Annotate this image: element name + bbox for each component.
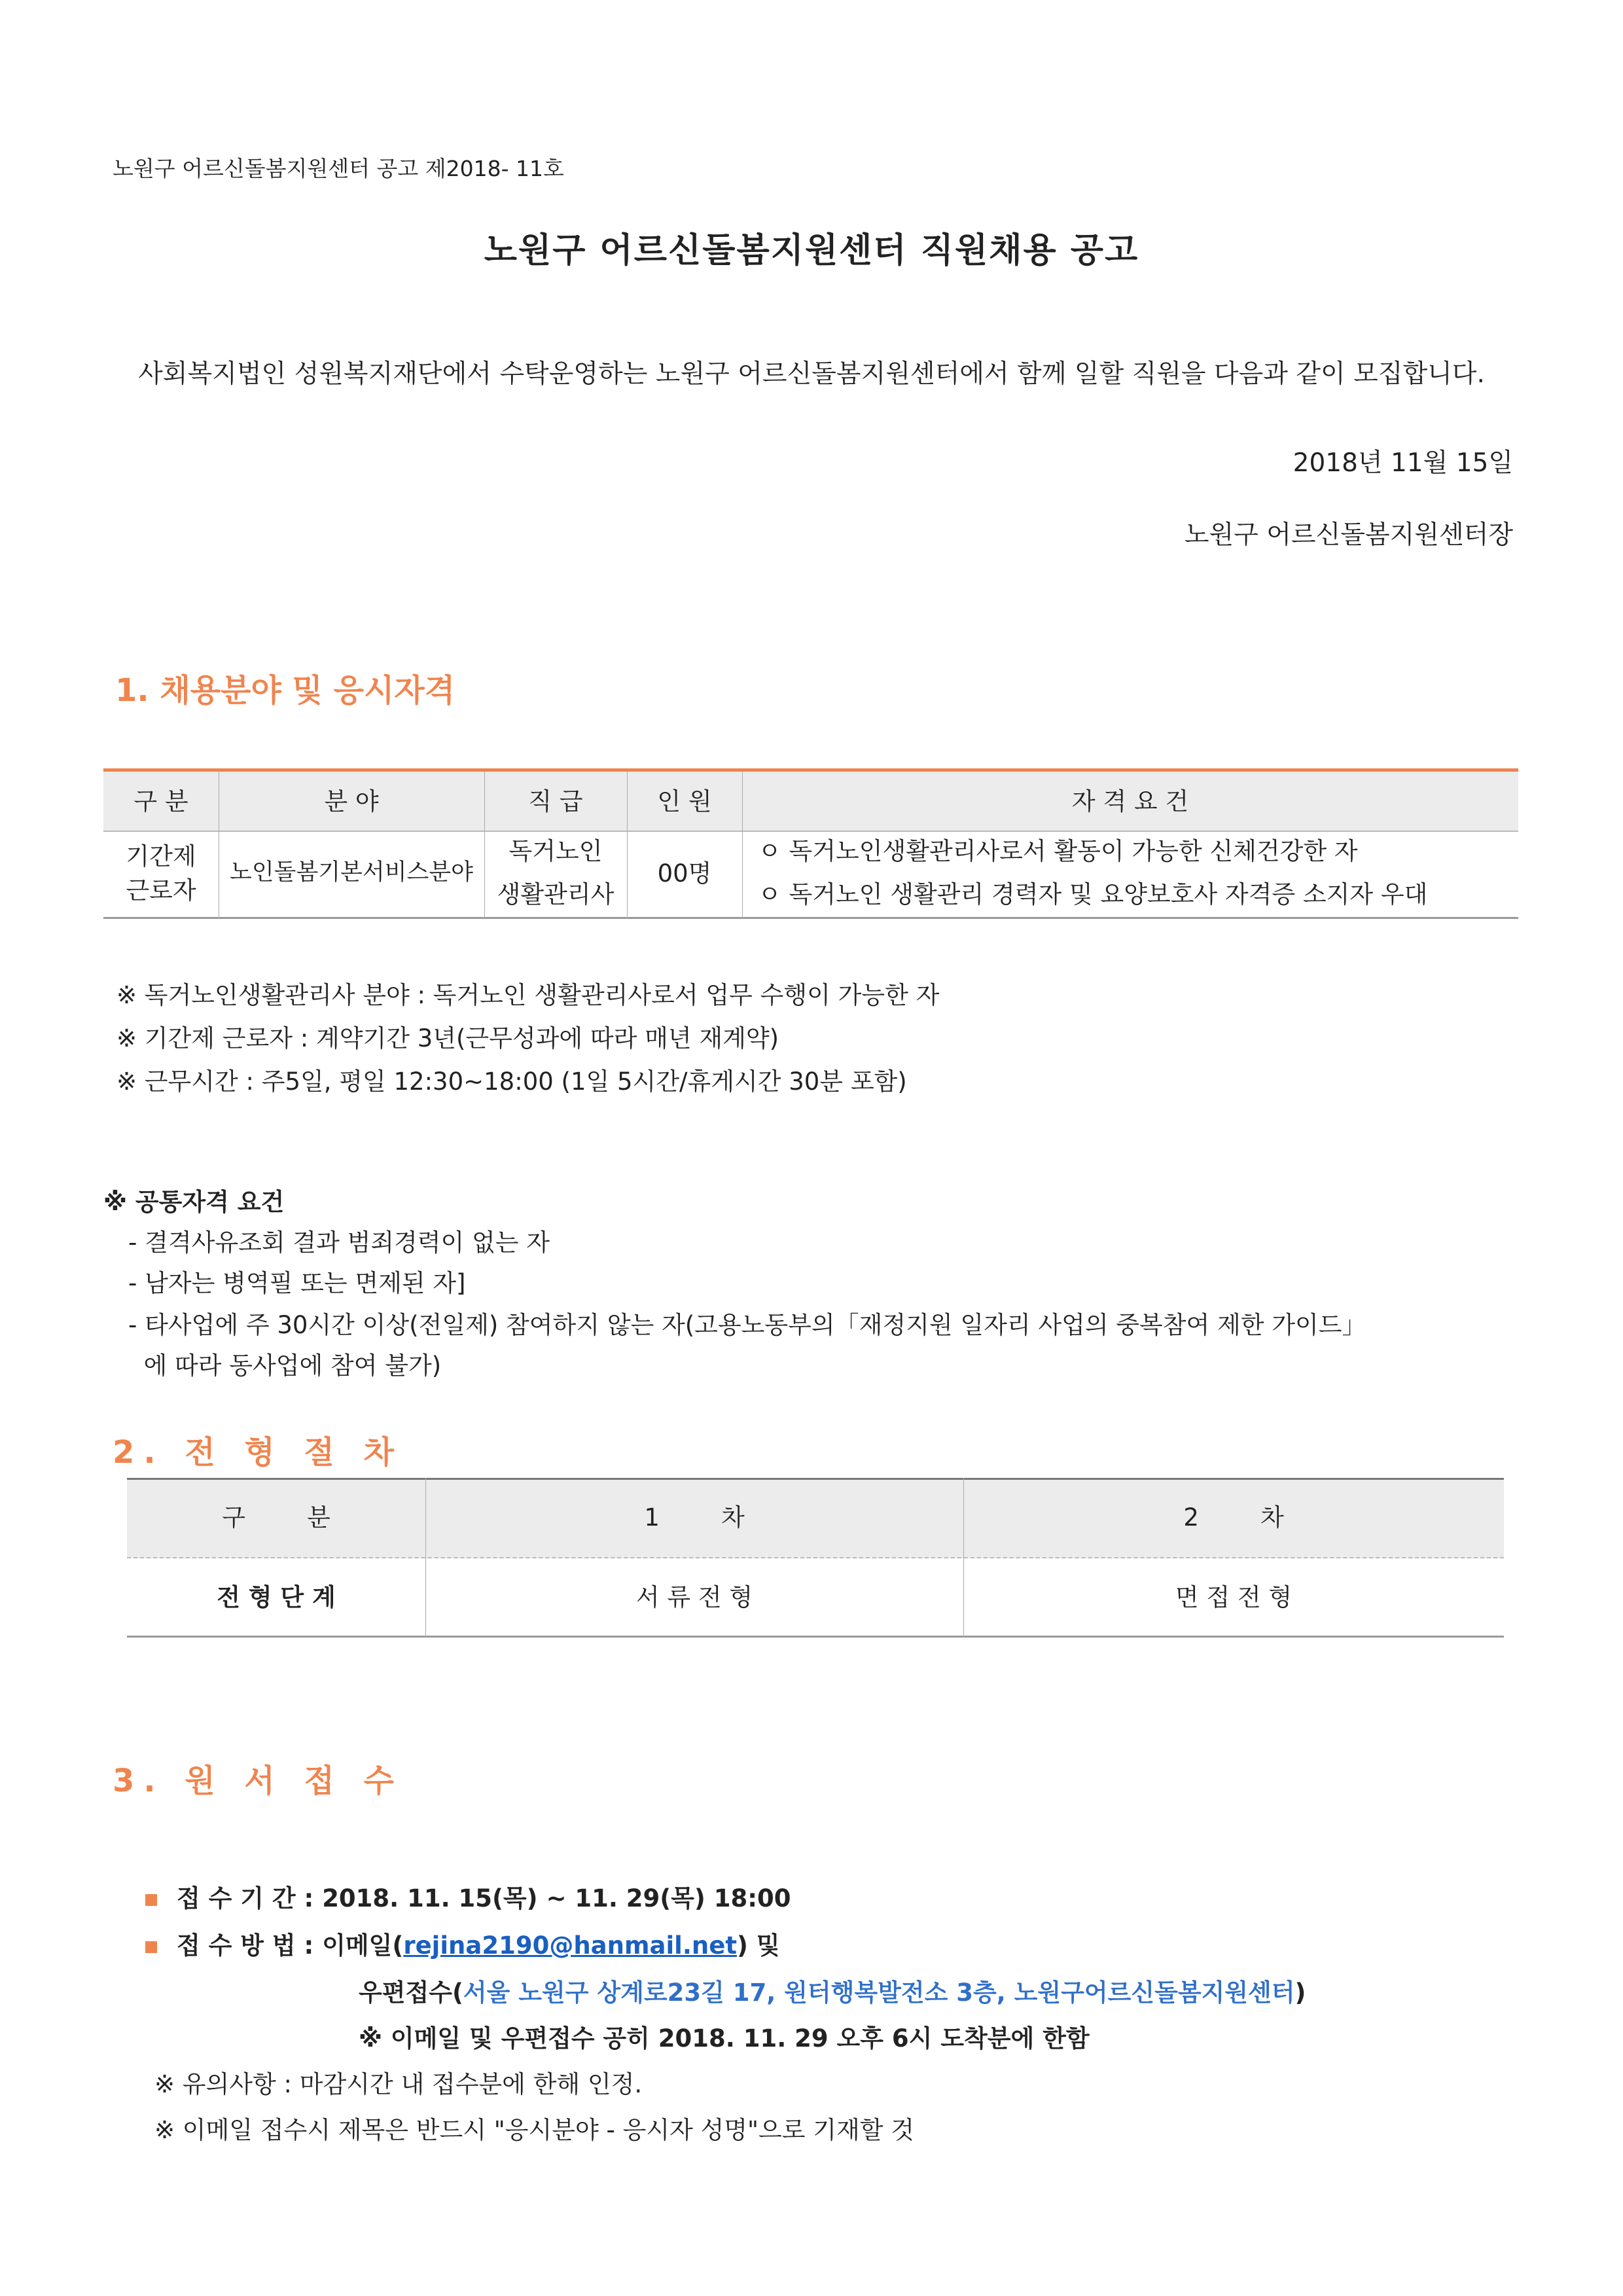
section-heading-application: 3. 원 서 접 수 xyxy=(113,1763,403,1799)
cell-stage-label: 전 형 단 계 xyxy=(217,1583,336,1611)
header-category: 구 분 xyxy=(134,787,188,816)
column-divider xyxy=(963,1478,964,1638)
cell-count: 00명 xyxy=(657,859,712,888)
header-count: 인 원 xyxy=(657,787,712,816)
cell-type-line2: 근로자 xyxy=(126,876,196,905)
square-bullet-icon xyxy=(145,1941,157,1953)
application-method xyxy=(145,1926,780,1961)
method-email-suffix: ) 및 xyxy=(737,1931,780,1960)
header-stage-2: 2 차 xyxy=(1183,1503,1284,1532)
section-heading-recruitment: 1. 채용분야 및 응시자격 xyxy=(115,672,455,709)
square-bullet-icon xyxy=(145,1894,157,1906)
caution-note: ※ 이메일 접수시 제목은 반드시 "응시분야 - 응시자 성명"으로 기재할 것 xyxy=(154,2116,915,2144)
note-hours: ※ 근무시간 : 주5일, 평일 12:30~18:00 (1일 5시간/휴게시간 30분 포함) xyxy=(116,1067,907,1096)
cell-type-line1: 기간제 xyxy=(126,842,196,870)
cell-document-screening: 서 류 전 형 xyxy=(635,1583,753,1611)
post-suffix: ) xyxy=(1294,1979,1306,2007)
cell-rank-line1: 독거노인 xyxy=(508,837,603,865)
intro-text: 사회복지법인 성원복지재단에서 수탁운영하는 노원구 어르신돌봄지원센터에서 함께 일할 직원을 다음과 같이 모집합니다. xyxy=(138,359,1485,389)
method-label: 접 수 방 법 : xyxy=(177,1931,314,1960)
note-contract: ※ 기간제 근로자 : 계약기간 3년(근무성과에 따라 매년 재계약) xyxy=(116,1024,779,1052)
post-prefix: 우편접수( xyxy=(359,1979,463,2007)
header-stage-1: 1 차 xyxy=(644,1503,745,1532)
method-email-prefix: 이메일( xyxy=(322,1931,404,1960)
announcement-date: 2018년 11월 15일 xyxy=(1293,448,1513,478)
common-requirement-item: - 남자는 병역필 또는 면제된 자] xyxy=(128,1269,466,1297)
caution-note: ※ 유의사항 : 마감시간 내 접수분에 한해 인정. xyxy=(154,2070,643,2098)
recruitment-table xyxy=(103,768,1518,919)
page-title: 노원구 어르신돌봄지원센터 직원채용 공고 xyxy=(484,231,1139,270)
period-label: 접 수 기 간 : xyxy=(177,1884,314,1912)
process-table xyxy=(127,1478,1504,1638)
email-link[interactable]: rejina2190@hanmail.net xyxy=(403,1931,738,1960)
cell-interview: 면 접 전 형 xyxy=(1175,1583,1293,1611)
cell-requirement-2: ㅇ 독거노인 생활관리 경력자 및 요양보호사 자격증 소지자 우대 xyxy=(758,880,1428,908)
header-rank: 직 급 xyxy=(528,787,583,816)
signer: 노원구 어르신돌봄지원센터장 xyxy=(1184,520,1513,550)
common-requirements-title: ※ 공통자격 요건 xyxy=(103,1188,285,1216)
common-requirement-item: - 결격사유조회 결과 범죄경력이 없는 자 xyxy=(128,1229,550,1257)
note-role: ※ 독거노인생활관리사 분야 : 독거노인 생활관리사로서 업무 수행이 가능한 자 xyxy=(116,981,940,1009)
application-period xyxy=(145,1878,791,1914)
cell-rank-line2: 생활관리사 xyxy=(497,880,615,908)
header-requirements: 자 격 요 건 xyxy=(1071,787,1189,816)
header-category: 구 분 xyxy=(222,1503,330,1532)
section-heading-process: 2. 전 형 절 차 xyxy=(113,1434,403,1471)
deadline-note: ※ 이메일 및 우편접수 공히 2018. 11. 29 오후 6시 도착분에 한함 xyxy=(359,2024,1090,2053)
period-value: 2018. 11. 15(목) ~ 11. 29(목) 18:00 xyxy=(322,1884,791,1912)
column-divider xyxy=(425,1478,426,1638)
table-bottom-rule xyxy=(103,917,1518,919)
postal-submission xyxy=(359,1973,1306,2008)
table-bottom-rule xyxy=(127,1636,1504,1638)
post-address: 서울 노원구 상계로23길 17, 원터행복발전소 3층, 노원구어르신돌봄지원센터 xyxy=(463,1979,1295,2007)
cell-field: 노인돌봄기본서비스분야 xyxy=(230,859,473,886)
cell-requirement-1: ㅇ 독거노인생활관리사로서 활동이 가능한 신체건강한 자 xyxy=(758,837,1358,865)
common-requirement-item: 에 따라 동사업에 참여 불가) xyxy=(128,1352,442,1380)
common-requirement-item: - 타사업에 주 30시간 이상(전일제) 참여하지 않는 자(고용노동부의「재정지원 일자리 사업의 중복참여 제한 가이드」 xyxy=(128,1311,1366,1339)
document-number: 노원구 어르신돌봄지원센터 공고 제2018- 11호 xyxy=(113,156,564,181)
header-field: 분 야 xyxy=(324,787,379,816)
